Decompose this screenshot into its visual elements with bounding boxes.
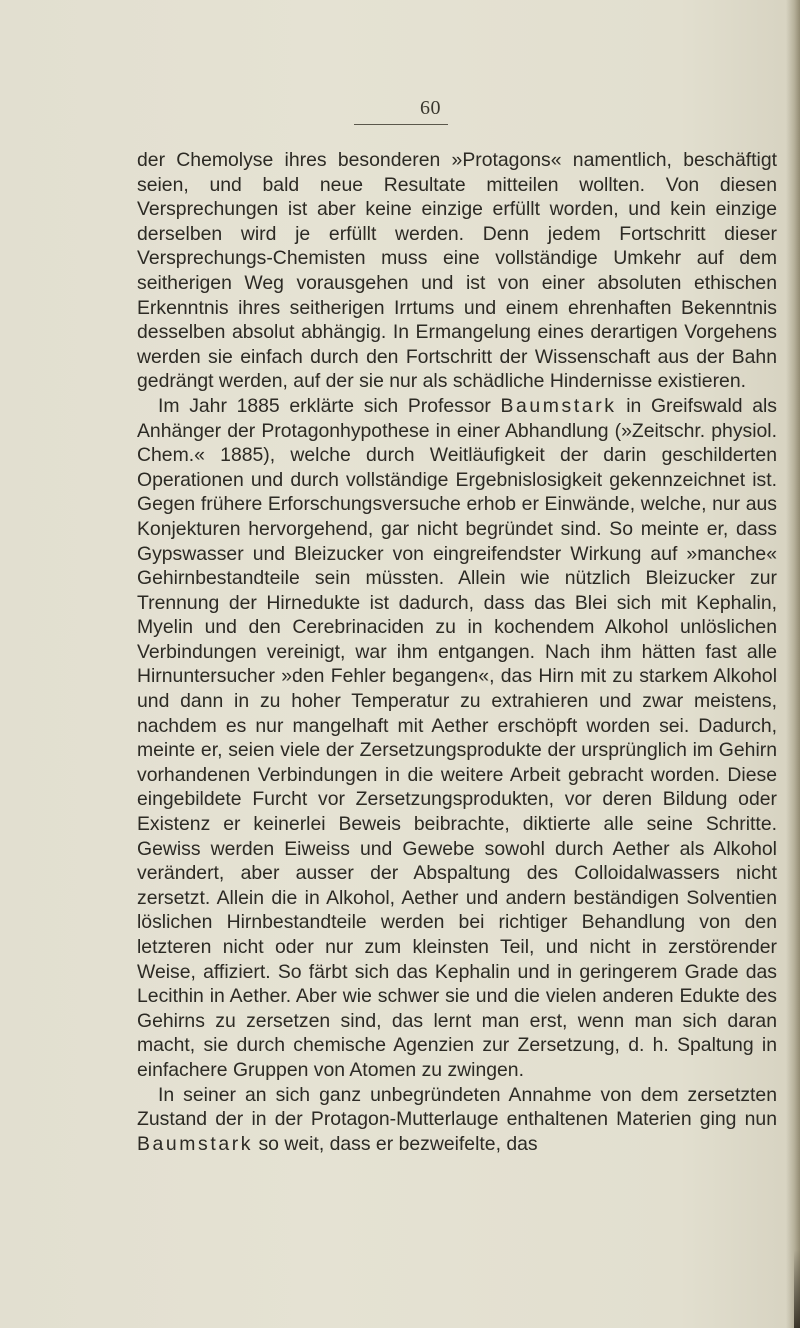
- header-rule: [354, 124, 448, 125]
- paragraph-3-text-a: In seiner an sich ganz unbegründeten Annahme von dem zersetzten Zustand der in der Protagon-Mutterlauge enthaltenen Materien ging nun: [137, 1083, 777, 1131]
- paragraph-1: [137, 148, 777, 394]
- paragraph-2-text-a: Im Jahr 1885 erklärte sich Professor: [158, 394, 501, 417]
- paragraph-2: [137, 394, 777, 1083]
- paragraph-1-text: der Chemolyse ihres besonderen »Protagons« namentlich, beschäftigt seien, und bald neue Resultate mitteilen wollten. Von diesen Versprechungen ist aber keine einzige erfüllt worden, und kein einzige derselben wird je erfüllt werden. Denn jedem Fortschritt dieser Versprechungs-Chemisten muss eine vollständige Umkehr auf dem seitherigen Weg vorausgehen und ist von einer absoluten ethischen Erkenntnis ihres seitherigen Irrtums und einem ehrenhaften Bekenntnis desselben absolut abhängig. In Ermangelung eines derartigen Vorgehens werden sie einfach durch den Fortschritt der Wissenschaft aus der Bahn gedrängt werden, auf der sie nur als schädliche Hindernisse existieren.: [137, 149, 777, 393]
- body-text: [137, 148, 777, 1156]
- paragraph-3: [137, 1083, 777, 1157]
- page-edge-shadow: [786, 0, 800, 1328]
- paragraph-3-text-b: so weit, dass er bezweifelte, das: [253, 1132, 538, 1155]
- page-edge-dark: [794, 1250, 800, 1328]
- paragraph-2-text-b: in Greifswald als Anhänger der Protagonhypothese in einer Abhandlung (»Zeitschr. physiol. Chem.« 1885), welche durch Weitläufigkeit der darin geschilderten Operationen und durch vollständige Ergebnislosigkeit gekennzeichnet ist. Gegen frühere Erforschungsversuche erhob er Einwände, welche, nur aus Konjekturen hervorgehend, gar nicht begründet sind. So meinte er, dass Gypswasser und Bleizucker von eingreifendster Wirkung auf »manche« Gehirnbestandteile sein müssten. Allein wie nützlich Bleizucker zur Trennung der Hirnedukte ist dadurch, dass das Blei sich mit Kephalin, Myelin und den Cerebrinaciden zu in kochendem Alkohol unlöslichen Verbindungen vereinigt, war ihm entgangen. Nach ihm hätten fast alle Hirnuntersucher »den Fehler begangen«, das Hirn mit zu starkem Alkohol und dann in zu hoher Temperatur zu extrahieren und zwar meistens, nachdem es nur mangelhaft mit Aether erschöpft worden sei. Dadurch, meinte er, seien viele der Zersetzungsprodukte der ursprünglich im Gehirn vorhandenen Verbindungen in die weitere Arbeit gebracht worden. Diese eingebildete Furcht vor Zersetzungsprodukten, vor deren Bildung oder Existenz er keinerlei Beweis beibrachte, diktierte alle seine Schritte. Gewiss werden Eiweiss und Gewebe sowohl durch Aether als Alkohol verändert, aber ausser der Abspaltung des Colloidalwassers nicht zersetzt. Allein die in Alkohol, Aether und andern beständigen Solventien löslichen Hirnbestandteile werden bei richtiger Behandlung von den letzteren nicht oder nur zum kleinsten Teil, und nicht in zerstörender Weise, affiziert. So färbt sich das Kephalin und in geringerem Grade das Lecithin in Aether. Aber wie schwer sie und die vielen anderen Edukte des Gehirns zu zersetzen sind, das lernt man erst, wenn man sich daran macht, sie durch chemische Agenzien zur Zersetzung, d. h. Spaltung in einfachere Gruppen von Atomen zu zwingen.: [137, 394, 777, 1081]
- page-number: 60: [420, 97, 441, 119]
- author-name-spaced: Baumstark: [500, 394, 617, 417]
- author-name-spaced: Baumstark: [137, 1132, 254, 1155]
